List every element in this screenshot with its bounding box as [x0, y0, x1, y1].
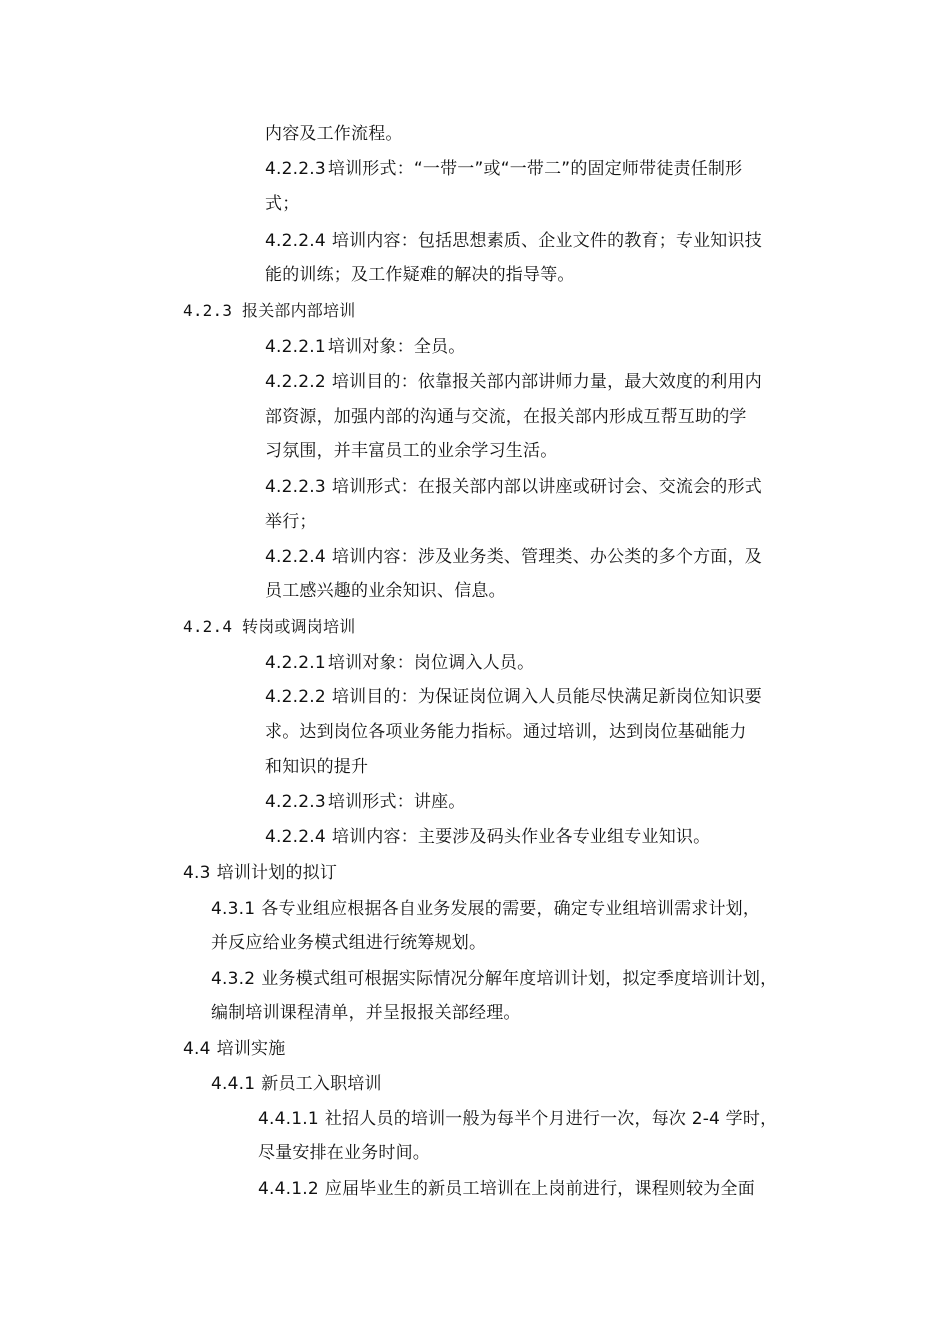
- clause-number: 4.2.2.3: [265, 792, 326, 812]
- clause-4-2-2-3-line: [265, 791, 466, 813]
- clause-number: 4.3.1: [211, 899, 256, 919]
- clause-4-2-2-4-line: [265, 546, 762, 568]
- clause-4-2-2-3-line: [265, 158, 742, 180]
- clause-text: 培训内容：涉及业务类、管理类、办公类的多个方面，及: [331, 547, 762, 567]
- clause-text: 培训目的：依靠报关部内部讲师力量，最大效度的利用内: [331, 372, 762, 392]
- clause-number: 4.2.2.1: [265, 653, 326, 673]
- section-number: 4.4: [183, 1039, 211, 1059]
- clause-text: 培训内容：包括思想素质、企业文件的教育；专业知识技: [331, 231, 762, 251]
- clause-number: 4.2.2.4: [265, 827, 326, 847]
- section-number: 4.4.1: [211, 1074, 256, 1094]
- clause-number: 4.2.2.2: [265, 687, 326, 707]
- paragraph-line: 举行；: [265, 512, 317, 532]
- clause-number: 4.4.1.1: [258, 1109, 319, 1129]
- clause-number: 4.2.2.1: [265, 337, 326, 357]
- clause-4-2-2-1-line: [265, 336, 466, 358]
- clause-4-2-2-3-line: [265, 476, 762, 498]
- section-heading-4-2-3: 4.2.3 报关部内部培训: [183, 301, 356, 320]
- paragraph-line: 求。达到岗位各项业务能力指标。通过培训，达到岗位基础能力: [265, 722, 747, 742]
- clause-4-3-2-line: [211, 968, 777, 990]
- clause-4-3-1-line: [211, 898, 760, 920]
- paragraph-line: 式；: [265, 194, 300, 214]
- clause-number: 4.2.2.3: [265, 159, 326, 179]
- clause-4-2-2-2-line: [265, 371, 762, 393]
- paragraph-line: 员工感兴趣的业余知识、信息。: [265, 581, 506, 601]
- clause-number: 4.2.2.3: [265, 477, 326, 497]
- section-title: 新员工入职培训: [261, 1074, 382, 1094]
- clause-4-2-2-4-line: [265, 826, 710, 848]
- clause-text: 培训对象：全员。: [327, 337, 466, 357]
- section-title: 培训实施: [216, 1039, 286, 1059]
- paragraph-line: 尽量安排在业务时间。: [258, 1143, 430, 1163]
- clause-4-2-2-4-line: [265, 230, 762, 252]
- clause-text: 培训目的：为保证岗位调入人员能尽快满足新岗位知识要: [331, 687, 762, 707]
- section-number: 4.3: [183, 863, 211, 883]
- section-heading-4-3: [183, 862, 337, 884]
- clause-4-4-1-1-line: [258, 1108, 777, 1130]
- paragraph-line: 内容及工作流程。: [265, 124, 403, 144]
- clause-text: 培训形式：讲座。: [327, 792, 466, 812]
- section-title: 培训计划的拟订: [216, 863, 338, 883]
- paragraph-line: 并反应给业务模式组进行统筹规划。: [211, 933, 487, 953]
- clause-number: 4.2.2.2: [265, 372, 326, 392]
- clause-text: 培训内容：主要涉及码头作业各专业组专业知识。: [331, 827, 711, 847]
- paragraph-line: 能的训练；及工作疑难的解决的指导等。: [265, 265, 575, 285]
- clause-text: 培训形式：“一带一”或“一带二”的固定师带徒责任制形: [327, 159, 743, 179]
- clause-text: 社招人员的培训一般为每半个月进行一次，每次 2-4 学时，: [324, 1109, 778, 1129]
- clause-4-4-1-2-line: [258, 1178, 755, 1200]
- paragraph-line: 部资源，加强内部的沟通与交流，在报关部内形成互帮互助的学: [265, 407, 747, 427]
- subsection-heading-4-4-1: [211, 1073, 382, 1095]
- paragraph-line: 习氛围，并丰富员工的业余学习生活。: [265, 441, 558, 461]
- clause-number: 4.3.2: [211, 969, 256, 989]
- clause-4-2-2-2-line: [265, 686, 762, 708]
- section-heading-4-4: [183, 1038, 285, 1060]
- clause-number: 4.2.2.4: [265, 547, 326, 567]
- paragraph-line: 编制培训课程清单，并呈报报关部经理。: [211, 1003, 521, 1023]
- clause-4-2-2-1-line: [265, 652, 534, 674]
- section-heading-4-2-4: 4.2.4 转岗或调岗培训: [183, 617, 356, 636]
- clause-text: 业务模式组可根据实际情况分解年度培训计划，拟定季度培训计划，: [261, 969, 778, 989]
- paragraph-line: 和知识的提升: [265, 757, 369, 777]
- clause-number: 4.2.2.4: [265, 231, 326, 251]
- clause-text: 各专业组应根据各自业务发展的需要，确定专业组培训需求计划，: [261, 899, 761, 919]
- clause-text: 培训形式：在报关部内部以讲座或研讨会、交流会的形式: [331, 477, 762, 497]
- clause-text: 培训对象：岗位调入人员。: [327, 653, 535, 673]
- clause-number: 4.4.1.2: [258, 1179, 319, 1199]
- clause-text: 应届毕业生的新员工培训在上岗前进行，课程则较为全面: [324, 1179, 755, 1199]
